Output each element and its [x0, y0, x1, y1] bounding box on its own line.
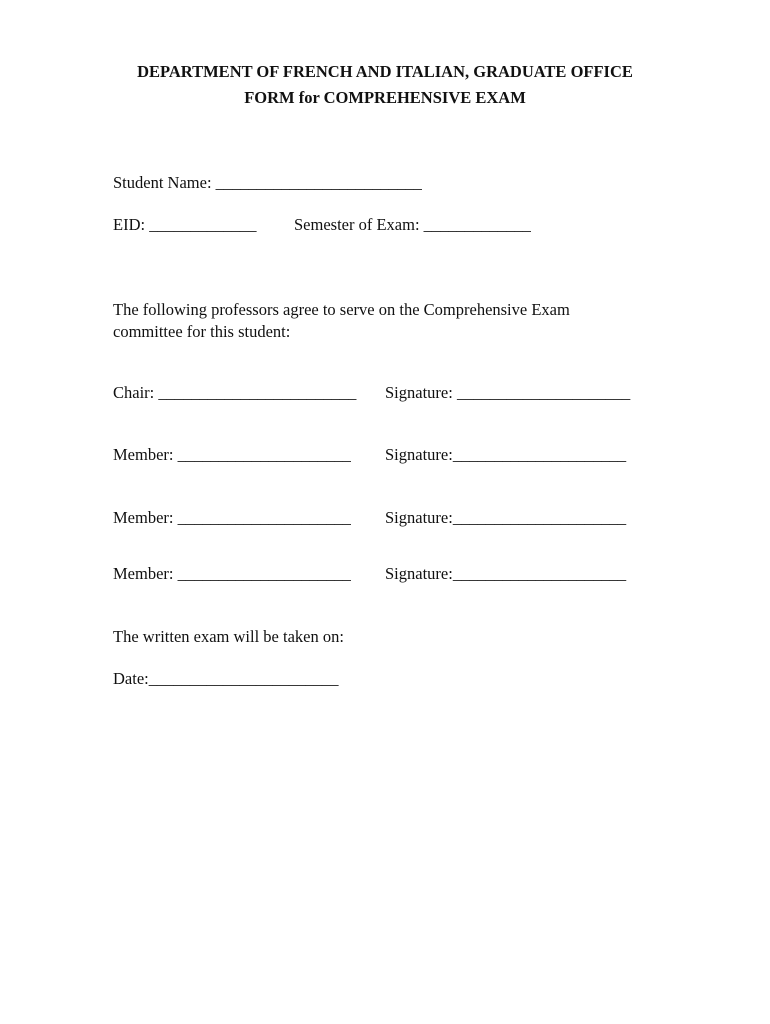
- eid-field[interactable]: _____________: [149, 215, 257, 234]
- student-name-label: Student Name:: [113, 173, 212, 192]
- member-label: Member:: [113, 508, 174, 527]
- date-label: Date:: [113, 669, 149, 688]
- date-row: [113, 669, 338, 689]
- member-signature-row: [385, 564, 626, 584]
- member-row: [113, 508, 351, 528]
- member-label: Member:: [113, 445, 174, 464]
- date-field[interactable]: _______________________: [148, 669, 339, 688]
- written-exam-text: The written exam will be taken on:: [113, 627, 344, 646]
- member-signature-label: Signature:: [385, 445, 453, 464]
- semester-field[interactable]: _____________: [423, 215, 531, 234]
- committee-intro-line1: The following professors agree to serve on the Comprehensive Exam: [113, 300, 570, 319]
- chair-signature-label: Signature:: [385, 383, 453, 402]
- student-name-row: [113, 173, 422, 193]
- semester-label: Semester of Exam:: [294, 215, 420, 234]
- form-title-line2: FORM for COMPREHENSIVE EXAM: [244, 88, 526, 107]
- chair-signature-field[interactable]: _____________________: [456, 383, 631, 402]
- committee-intro-line2: committee for this student:: [113, 322, 291, 341]
- member-signature-label: Signature:: [385, 564, 453, 583]
- member-row: [113, 445, 351, 465]
- member-signature-field[interactable]: _____________________: [452, 508, 627, 527]
- chair-label: Chair:: [113, 383, 155, 402]
- chair-signature-row: [385, 383, 630, 403]
- eid-row: [113, 215, 256, 235]
- member-signature-field[interactable]: _____________________: [452, 564, 627, 583]
- member-signature-row: [385, 445, 626, 465]
- member-signature-row: [385, 508, 626, 528]
- chair-field[interactable]: ________________________: [158, 383, 357, 402]
- student-name-field[interactable]: _________________________: [215, 173, 422, 192]
- member-field[interactable]: _____________________: [177, 445, 351, 464]
- member-signature-label: Signature:: [385, 508, 453, 527]
- member-signature-field[interactable]: _____________________: [452, 445, 627, 464]
- member-row: [113, 564, 351, 584]
- member-field[interactable]: _____________________: [177, 564, 351, 583]
- form-title-line1: DEPARTMENT OF FRENCH AND ITALIAN, GRADUATE OFFICE: [137, 62, 633, 81]
- member-label: Member:: [113, 564, 174, 583]
- eid-label: EID:: [113, 215, 146, 234]
- member-field[interactable]: _____________________: [177, 508, 351, 527]
- semester-row: [294, 215, 531, 235]
- chair-row: [113, 383, 356, 403]
